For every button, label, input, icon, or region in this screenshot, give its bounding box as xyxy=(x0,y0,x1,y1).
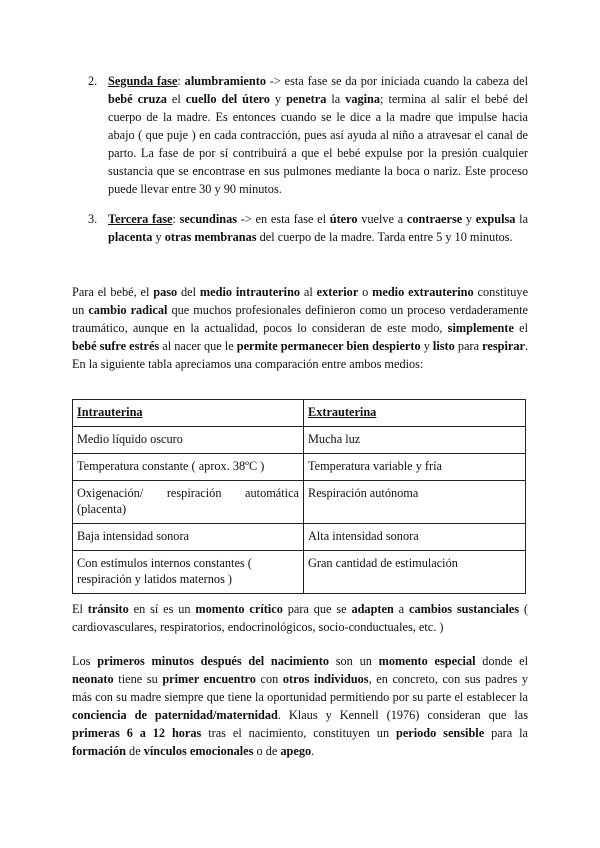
bold-span: placenta xyxy=(108,230,153,244)
table-cell: Mucha luz xyxy=(304,427,526,454)
text-span: o de xyxy=(253,744,281,758)
text-span: en sí es un xyxy=(128,602,196,616)
bold-span: primeros minutos después del nacimiento xyxy=(97,654,329,668)
text-span: para la xyxy=(484,726,528,740)
text-span: del xyxy=(177,285,200,299)
bold-span: listo xyxy=(432,339,455,353)
bold-span: otros individuos xyxy=(282,672,369,686)
bold-span: bebé cruza xyxy=(108,92,167,106)
text-span: El xyxy=(72,602,88,616)
table-cell: Oxigenación/ respiración automática (placenta) xyxy=(73,481,304,524)
text-span: el xyxy=(166,92,186,106)
bold-span: cambios sustanciales xyxy=(408,602,520,616)
text-span: . Klaus y Kennell (1976) consideran que las xyxy=(277,708,528,722)
table-cell: Temperatura variable y fría xyxy=(304,454,526,481)
text-span: : xyxy=(177,74,185,88)
table-cell: Respiración autónoma xyxy=(304,481,526,524)
text-span: y xyxy=(462,212,476,226)
text-span: con xyxy=(255,672,283,686)
bold-span: adapten xyxy=(351,602,394,616)
bold-span: penetra xyxy=(286,92,327,106)
text-span: a xyxy=(393,602,409,616)
list-item-tercera-fase xyxy=(88,210,529,246)
text-span: de xyxy=(125,744,144,758)
table-cell: Medio líquido oscuro xyxy=(73,427,304,454)
text-span: la xyxy=(326,92,346,106)
bold-span: exterior xyxy=(316,285,359,299)
paragraph-paso-medio xyxy=(72,283,528,373)
table-row xyxy=(73,524,526,551)
list-number: 3. xyxy=(88,212,98,226)
comparison-table xyxy=(72,399,526,594)
bold-span: momento crítico xyxy=(195,602,283,616)
bold-span: primeras 6 a 12 horas xyxy=(72,726,202,740)
bold-span: primer encuentro xyxy=(162,672,256,686)
bold-span: contraerse xyxy=(406,212,463,226)
header-intrauterina: Intrauterina xyxy=(77,405,143,419)
term-segunda-fase: Segunda fase xyxy=(108,74,178,88)
table-cell: Con estímulos internos constantes ( respiración y latidos maternos ) xyxy=(73,551,304,594)
bold-span: cuello del útero xyxy=(185,92,270,106)
table-cell: Alta intensidad sonora xyxy=(304,524,526,551)
bold-span: conciencia de paternidad/maternidad xyxy=(72,708,278,722)
bold-span: útero xyxy=(329,212,358,226)
bold-span: respirar xyxy=(482,339,525,353)
list-number: 2. xyxy=(88,74,98,88)
bold-span: medio intrauterino xyxy=(199,285,301,299)
text-span: Para el bebé, el xyxy=(72,285,154,299)
bold-span: paso xyxy=(153,285,178,299)
table-row xyxy=(73,454,526,481)
text-span: y xyxy=(420,339,433,353)
text-span: y xyxy=(269,92,287,106)
text-span: donde el xyxy=(475,654,528,668)
bold-span: permite permanecer bien despierto xyxy=(236,339,421,353)
text-span: . xyxy=(311,744,315,758)
text-span: al nacer que le xyxy=(159,339,237,353)
paragraph-primeros-minutos xyxy=(72,652,528,760)
text-span: para xyxy=(454,339,483,353)
text-span: o xyxy=(358,285,373,299)
bold-span: bebé sufre estrés xyxy=(72,339,160,353)
term-alumbramiento: alumbramiento xyxy=(184,74,266,88)
text-span: -> en esta fase el xyxy=(237,212,330,226)
table-row xyxy=(73,427,526,454)
table-header-row xyxy=(73,400,526,427)
table-row xyxy=(73,551,526,594)
text-span: ( cardiovasculares, respiratorios, endocrinológicos, socio-conductuales, etc. ) xyxy=(72,602,529,634)
text-span: . En la siguiente tabla apreciamos una comparación entre ambos medios: xyxy=(72,339,529,371)
table-row xyxy=(73,481,526,524)
bold-span: expulsa xyxy=(475,212,516,226)
text-span: para que se xyxy=(282,602,352,616)
text-span: la xyxy=(515,212,529,226)
text-span: -> esta fase se da por iniciada cuando la cabeza del xyxy=(265,74,528,88)
text-span: del cuerpo de la madre. Tarda entre 5 y 10 minutos. xyxy=(256,230,513,244)
text-span: al xyxy=(300,285,317,299)
header-extrauterina: Extrauterina xyxy=(308,405,377,419)
table-cell: Temperatura constante ( aprox. 38ºC ) xyxy=(73,454,304,481)
bold-span: vínculos emocionales xyxy=(143,744,254,758)
bold-span: momento especial xyxy=(378,654,476,668)
text-span: constituye un xyxy=(72,285,529,317)
bold-span: tránsito xyxy=(87,602,129,616)
table-cell: Baja intensidad sonora xyxy=(73,524,304,551)
table-header-cell xyxy=(304,400,526,427)
bold-span: formación xyxy=(72,744,126,758)
text-span: : xyxy=(172,212,180,226)
bold-span: neonato xyxy=(72,672,114,686)
bold-span: otras membranas xyxy=(164,230,257,244)
bold-span: apego xyxy=(280,744,312,758)
paragraph-transito xyxy=(72,600,528,636)
bold-span: cambio radical xyxy=(88,303,168,317)
text-span: tras el nacimiento, constituyen un xyxy=(201,726,396,740)
text-span: Los xyxy=(72,654,98,668)
text-span: el xyxy=(513,321,529,335)
bold-span: simplemente xyxy=(447,321,514,335)
term-secundinas: secundinas xyxy=(179,212,238,226)
list-item-segunda-fase xyxy=(88,72,529,198)
term-tercera-fase: Tercera fase xyxy=(108,212,173,226)
text-span: que muchos profesionales definieron como un proceso verdaderamente traumático, aunque en la actualidad, pocos lo consideran de este modo, xyxy=(72,303,528,335)
bold-span: medio extrauterino xyxy=(372,285,474,299)
table-header-cell xyxy=(73,400,304,427)
text-span: vuelve a xyxy=(357,212,407,226)
text-span: , en concreto, con sus padres y más con su madre siempre que tiene la oportunidad permitiendo por su parte el establecer la xyxy=(72,672,528,704)
bold-span: periodo sensible xyxy=(395,726,485,740)
text-span: y xyxy=(152,230,165,244)
text-span: son un xyxy=(328,654,379,668)
text-span: ; termina al salir el bebé del cuerpo de la madre. Es entonces cuando se le dice a la madre que impulse hacia abajo ( que puje ) en cada contracción, pues así ayuda al niño a atravesar el canal de parto. La fase de por sí contribuirá a que el bebé expulse por la presión cualquier sustancia que se encontrase en sus pulmones mediante la boca o nariz. Este proceso puede llevar entre 30 y 90 minutos. xyxy=(108,92,529,196)
table-cell: Gran cantidad de estimulación xyxy=(304,551,526,594)
bold-span: vagina xyxy=(345,92,381,106)
text-span: tiene su xyxy=(113,672,163,686)
